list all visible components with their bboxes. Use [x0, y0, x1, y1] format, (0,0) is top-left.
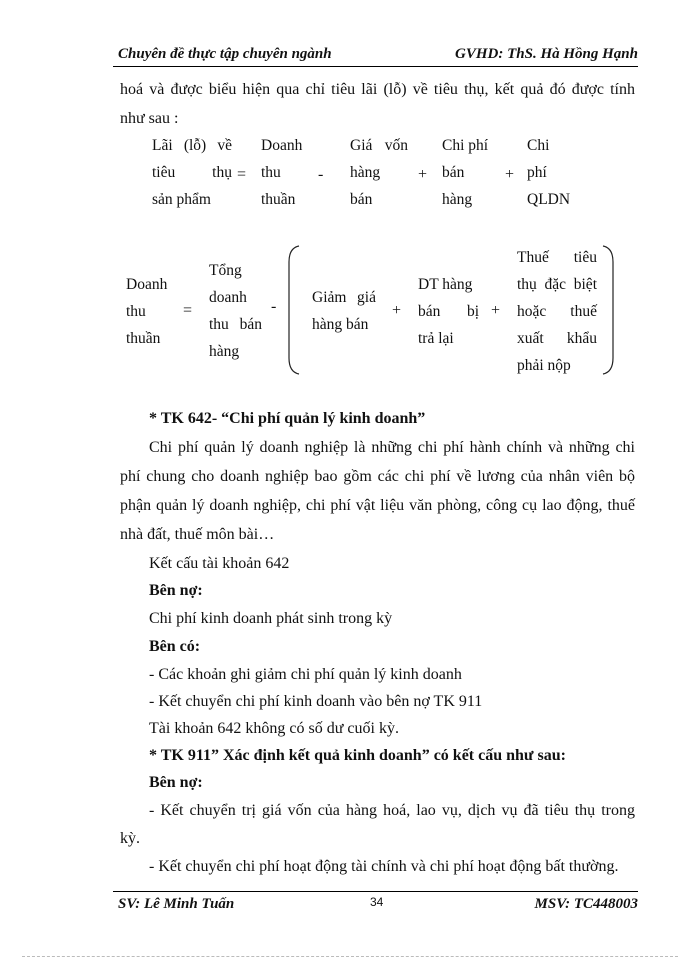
formula1-term-admin: Chi phí QLDN: [527, 137, 571, 208]
footer-right: MSV: TC448003: [534, 896, 638, 912]
intro-line-1: hoá và được biểu hiện qua chỉ tiêu lãi (lỗ) về tiêu thụ, kết quả đó được tính: [120, 81, 635, 98]
formula1-minus: -: [318, 166, 324, 183]
formula2-term-total: Tổng doanh thu bán hàng: [209, 262, 262, 360]
tk642-para-line-3: phận quản lý doanh nghiệp, chi phí vật liệu văn phòng, công cụ lao động, thuế: [120, 497, 635, 514]
tk642-credit-item-2: - Kết chuyển chi phí kinh doanh vào bên nợ TK 911: [149, 693, 483, 710]
formula2-minus: -: [271, 298, 277, 315]
formula1-term-revenue: Doanh thu thuần: [261, 137, 303, 208]
intro-line-2: như sau :: [120, 110, 179, 127]
tk642-debit-label: Bên nợ:: [149, 582, 203, 599]
tk911-item-1-line-2: kỳ.: [120, 830, 140, 847]
tk642-heading: * TK 642- “Chi phí quản lý kinh doanh”: [149, 410, 426, 427]
formula1-term-selling: Chi phí bán hàng: [442, 137, 489, 208]
tk911-item-1-line-1: - Kết chuyển trị giá vốn của hàng hoá, lao vụ, dịch vụ đã tiêu thụ trong: [149, 802, 635, 819]
header-right: GVHD: ThS. Hà Hồng Hạnh: [455, 46, 638, 62]
formula1-lhs: Lãi (lỗ) về tiêu thụ sản phẩm: [152, 137, 232, 208]
tk642-structure: Kết cấu tài khoản 642: [149, 555, 290, 572]
tk642-credit-item-1: - Các khoản ghi giảm chi phí quản lý kinh doanh: [149, 666, 462, 683]
formula2-equals: =: [183, 302, 193, 319]
header-left: Chuyên đề thực tập chuyên ngành: [118, 46, 332, 62]
formula1-plus-2: +: [505, 166, 515, 183]
formula1-term-cogs: Giá vốn hàng bán: [350, 137, 408, 208]
tk642-para-line-1: Chi phí quản lý doanh nghiệp là những chi phí hành chính và những chi: [149, 439, 635, 456]
header-rule: [113, 66, 638, 67]
tk911-item-2: - Kết chuyển chi phí hoạt động tài chính và chi phí hoạt động bất thường.: [149, 858, 619, 875]
formula1-equals: =: [237, 166, 247, 183]
formula2-plus-2: +: [491, 302, 501, 319]
tk642-credit-label: Bên có:: [149, 638, 201, 655]
formula2-lhs: Doanh thu thuần: [126, 276, 168, 347]
page-number: 34: [370, 895, 384, 909]
tk642-para-line-2: phí chung cho doanh nghiệp bao gồm các chi phí về lương của nhân viên bộ: [120, 468, 635, 485]
tk911-heading: * TK 911” Xác định kết quả kinh doanh” có kết cấu như sau:: [149, 747, 566, 764]
left-brace: [285, 244, 301, 376]
page-bottom-dashed-line: [22, 956, 678, 957]
formula2-plus-1: +: [392, 302, 402, 319]
formula1-plus-1: +: [418, 166, 428, 183]
tk642-closing: Tài khoản 642 không có số dư cuối kỳ.: [149, 720, 399, 737]
tk642-debit-item: Chi phí kinh doanh phát sinh trong kỳ: [149, 610, 393, 627]
formula2-term-returns: DT hàng bán bị trả lại: [418, 276, 479, 347]
right-brace: [601, 244, 617, 376]
formula2-term-excise-tax: Thuế tiêu thụ đặc biệt hoặc thuế xuất khẩu phải nộp: [517, 249, 597, 374]
tk642-para-line-4: nhà đất, thuế môn bài…: [120, 526, 275, 543]
tk911-debit-label: Bên nợ:: [149, 774, 203, 791]
footer-left: SV: Lê Minh Tuấn: [118, 896, 235, 912]
footer-rule: [113, 891, 638, 892]
formula2-term-discount: Giảm giá hàng bán: [312, 289, 376, 333]
